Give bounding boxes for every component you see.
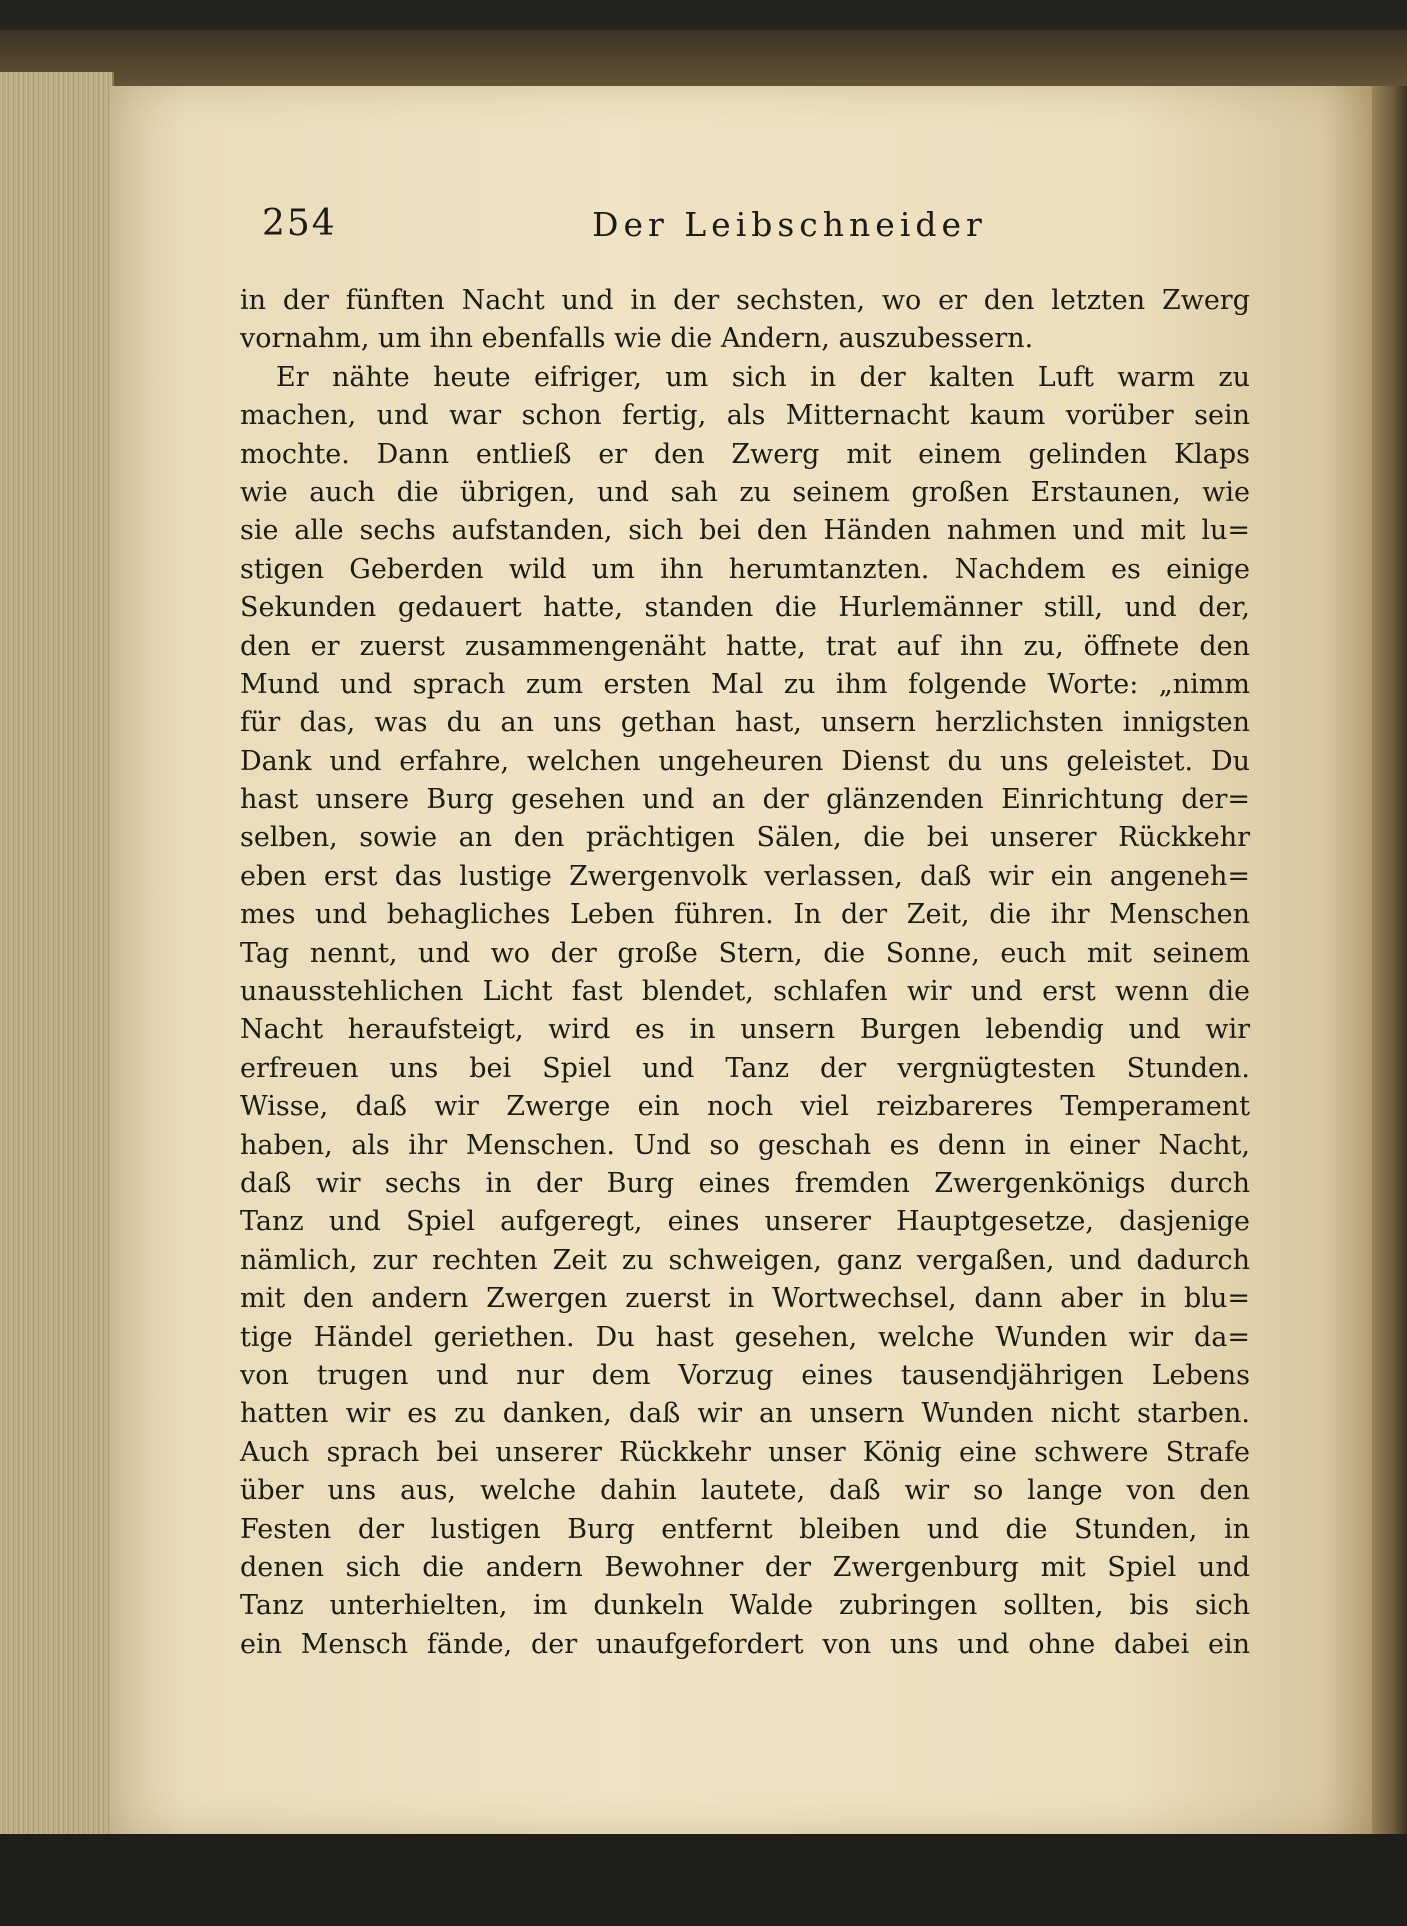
text-line: Mund und sprach zum ersten Mal zu ihm folgende Worte: „nimm [240, 668, 1250, 700]
text-line: ein Mensch fände, der unaufgefordert von uns und ohne dabei ein [240, 1628, 1250, 1660]
text-line: haben, als ihr Menschen. Und so geschah es denn in einer Nacht, [240, 1129, 1250, 1161]
text-line: Festen der lustigen Burg entfernt bleiben und die Stunden, in [240, 1513, 1250, 1545]
page-edges [0, 72, 114, 1834]
text-line: machen, und war schon fertig, als Mitternacht kaum vorüber sein [240, 400, 1250, 432]
text-line: Tag nennt, und wo der große Stern, die Sonne, euch mit seinem [240, 937, 1250, 969]
page-number: 254 [262, 203, 337, 244]
text-line: denen sich die andern Bewohner der Zwergenburg mit Spiel und [240, 1551, 1250, 1583]
text-line: Auch sprach bei unserer Rückkehr unser König eine schwere Strafe [240, 1436, 1250, 1468]
text-line: stigen Geberden wild um ihn herumtanzten. Nachdem es einige [240, 553, 1250, 585]
text-line: von trugen und nur dem Vorzug eines tausendjährigen Lebens [240, 1359, 1250, 1391]
text-line: sie alle sechs aufstanden, sich bei den Händen nahmen und mit lu= [240, 515, 1250, 547]
text-line: Sekunden gedauert hatte, standen die Hurlemänner still, und der, [240, 592, 1250, 624]
page-header [262, 203, 1252, 263]
text-line: mit den andern Zwergen zuerst in Wortwechsel, dann aber in blu= [240, 1283, 1250, 1315]
text-line: den er zuerst zusammengenäht hatte, trat auf ihn zu, öffnete den [240, 630, 1250, 662]
text-line: mochte. Dann entließ er den Zwerg mit einem gelinden Klaps [240, 438, 1250, 470]
text-line: hast unsere Burg gesehen und an der glänzenden Einrichtung der= [240, 784, 1250, 816]
text-line: daß wir sechs in der Burg eines fremden Zwergenkönigs durch [240, 1167, 1250, 1199]
text-line: für das, was du an uns gethan hast, unsern herzlichsten innigsten [240, 707, 1250, 739]
running-title: Der Leibschneider [592, 205, 987, 244]
text-line: Wisse, daß wir Zwerge ein noch viel reizbareres Temperament [240, 1091, 1250, 1123]
text-line: Er nähte heute eifriger, um sich in der kalten Luft warm zu [276, 361, 1250, 393]
text-line: Tanz unterhielten, im dunkeln Walde zubringen sollten, bis sich [240, 1590, 1250, 1622]
text-line: Tanz und Spiel aufgeregt, eines unserer Hauptgesetze, dasjenige [240, 1206, 1250, 1238]
text-line: selben, sowie an den prächtigen Sälen, die bei unserer Rückkehr [240, 822, 1250, 854]
text-line: mes und behagliches Leben führen. In der Zeit, die ihr Menschen [240, 899, 1250, 931]
text-line: unausstehlichen Licht fast blendet, schlafen wir und erst wenn die [240, 976, 1250, 1008]
text-line: tige Händel geriethen. Du hast gesehen, welche Wunden wir da= [240, 1321, 1250, 1353]
text-line: nämlich, zur rechten Zeit zu schweigen, ganz vergaßen, und dadurch [240, 1244, 1250, 1276]
text-line: Nacht heraufsteigt, wird es in unsern Burgen lebendig und wir [240, 1014, 1250, 1046]
text-line: in der fünften Nacht und in der sechsten, wo er den letzten Zwerg [240, 285, 1250, 316]
book-cover-bottom-edge [0, 1834, 1407, 1926]
text-line: eben erst das lustige Zwergenvolk verlassen, daß wir ein angeneh= [240, 860, 1250, 892]
text-line: hatten wir es zu danken, daß wir an unsern Wunden nicht starben. [240, 1398, 1250, 1430]
book-gutter [1372, 86, 1407, 1834]
text-line: wie auch die übrigen, und sah zu seinem großen Erstaunen, wie [240, 476, 1250, 508]
text-line: Dank und erfahre, welchen ungeheuren Dienst du uns geleistet. Du [240, 745, 1250, 777]
body-text [240, 282, 1250, 1664]
text-line: über uns aus, welche dahin lautete, daß wir so lange von den [240, 1475, 1250, 1507]
text-line: vornahm, um ihn ebenfalls wie die Andern, auszubessern. [240, 323, 1034, 355]
text-line: erfreuen uns bei Spiel und Tanz der vergnügtesten Stunden. [240, 1052, 1250, 1084]
